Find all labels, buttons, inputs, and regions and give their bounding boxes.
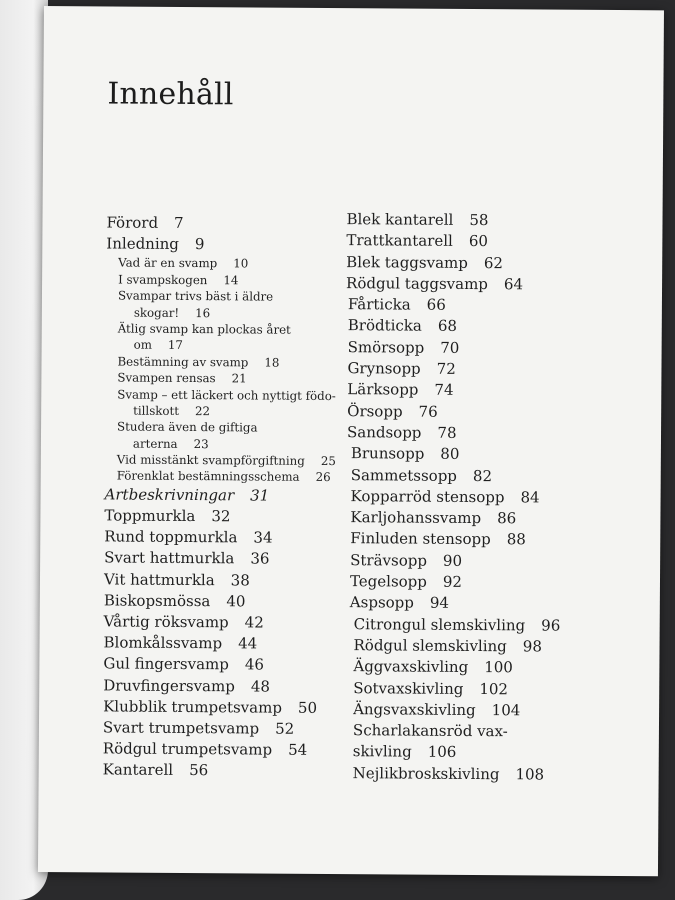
toc-entry [343, 635, 560, 658]
toc-entry-page: 108 [515, 765, 545, 784]
toc-entry [103, 633, 334, 656]
toc-entry [344, 592, 561, 615]
toc-entry-title: Svampar trivs bäst i äldre [117, 288, 274, 304]
toc-entry-title: Kantarell [102, 760, 174, 780]
toc-entry-title: tillskott [133, 403, 180, 418]
toc-entry-page: 17 [167, 338, 183, 353]
toc-entry-page: 84 [520, 488, 540, 507]
toc-entry-title: Scharlakansröd vax- [352, 721, 508, 741]
toc-entry [344, 614, 561, 637]
toc-entry-page: 36 [250, 549, 270, 568]
toc-entry-title: Blek kantarell [346, 210, 454, 229]
toc-entry-page: 56 [189, 761, 209, 780]
toc-entry-page: 100 [484, 658, 513, 677]
toc-entry-page: 98 [522, 637, 542, 656]
toc-entry-title: Rödgul taggsvamp [346, 274, 489, 293]
toc-entry-title: Svart trumpetsvamp [102, 718, 260, 738]
toc-entry [343, 656, 560, 679]
toc-entry-page: 9 [194, 235, 205, 254]
toc-entry-title: Finluden stensopp [350, 529, 491, 549]
toc-entry [106, 234, 337, 257]
toc-entry-page: 50 [297, 698, 318, 717]
toc-entry [346, 209, 563, 232]
toc-entry-page: 94 [429, 594, 450, 613]
toc-entry [103, 760, 334, 783]
toc-entry-page: 52 [275, 719, 295, 738]
toc-entry-title: Grynsopp [347, 359, 421, 378]
toc-entry [106, 271, 337, 289]
toc-entry-title: Tegelsopp [349, 572, 427, 591]
toc-entry [105, 468, 336, 486]
toc-entry-page: 70 [440, 338, 460, 357]
toc-entry [105, 451, 336, 469]
toc-entry-title: om [133, 337, 152, 353]
toc-entry [105, 484, 336, 507]
toc-entry [343, 699, 560, 722]
toc-entry-page: 25 [320, 454, 336, 469]
toc-entry [104, 548, 335, 571]
toc-entry [343, 720, 560, 743]
toc-entry [106, 337, 337, 355]
toc-entry-title: Förenklat bestämningsschema [116, 468, 300, 485]
toc-entry-title: Smörsopp [347, 337, 425, 357]
toc-entry-title: Blek taggsvamp [346, 252, 468, 272]
toc-entry [346, 273, 563, 296]
toc-entry-title: Citrongul slemskivling [353, 614, 526, 635]
toc-entry-title: Gul fingersvamp [103, 654, 229, 674]
toc-entry-title: Sammetssopp [350, 465, 457, 485]
toc-entry-title: Sotvaxskivling [353, 678, 464, 698]
toc-entry [344, 507, 561, 530]
toc-entry-page: 54 [288, 740, 308, 759]
toc-entry-title: skogar! [133, 305, 180, 320]
toc-entry-page: 106 [427, 743, 457, 762]
toc-entry-title: Brunsopp [350, 444, 425, 463]
toc-entry-page: 46 [244, 655, 265, 674]
toc-entry [103, 696, 334, 719]
page-title: Innehåll [107, 76, 234, 113]
toc-entry [106, 320, 337, 338]
toc-entry [105, 353, 336, 371]
toc-entry [104, 505, 335, 528]
toc-entry [344, 571, 561, 594]
toc-entry-page: 72 [436, 359, 456, 378]
toc-entry-page: 22 [194, 403, 211, 419]
toc-entry [103, 717, 334, 740]
toc-entry [343, 742, 560, 765]
toc-entry-title: Svamp – ett läckert och nyttigt födo- [117, 387, 336, 403]
toc-entry [106, 255, 337, 273]
toc-entry-page: 88 [506, 530, 526, 549]
toc-entry-page: 102 [479, 679, 509, 698]
toc-entry-title: Artbeskrivningar [104, 485, 235, 505]
toc-entry-title: Rödgul slemskivling [353, 636, 507, 656]
toc-entry [106, 304, 337, 322]
toc-entry-title: Studera även de giftiga [117, 419, 258, 435]
toc-entry-title: Inledning [106, 234, 179, 254]
toc-entry [104, 611, 335, 634]
toc-entry-page: 62 [483, 253, 504, 272]
toc-entry-page: 68 [437, 317, 458, 336]
toc-entry-title: Brödticka [347, 316, 422, 336]
toc-entry [345, 379, 562, 402]
toc-entry [105, 419, 336, 437]
toc-entry [345, 401, 562, 424]
toc-entry-page: 31 [250, 486, 270, 505]
toc-entry-page: 64 [503, 275, 524, 294]
toc-entry-title: Rund toppmurkla [104, 527, 238, 547]
toc-entry-title: Toppmurkla [104, 506, 196, 526]
toc-entry-page: 10 [233, 256, 249, 271]
toc-entry-title: skivling [352, 742, 412, 762]
toc-entry-page: 66 [426, 295, 446, 314]
toc-entry-page: 32 [211, 507, 231, 526]
toc-entry-title: Druvfingersvamp [103, 675, 235, 695]
toc-entry [105, 370, 336, 388]
toc-entry-page: 18 [264, 355, 280, 370]
toc-entry [345, 358, 562, 381]
toc-entry-title: Ätlig svamp kan plockas året [117, 321, 291, 337]
toc-entry-title: Förord [106, 213, 159, 232]
toc-entry-page: 34 [253, 528, 273, 547]
toc-entry [104, 527, 335, 550]
toc-entry-page: 104 [491, 700, 521, 720]
toc-entry-page: 38 [230, 570, 250, 590]
toc-entry [104, 569, 335, 592]
toc-entry-title: Nejlikbroskskivling [352, 763, 500, 783]
toc-entry-title: Vårtig röksvamp [103, 612, 229, 632]
toc-entry-title: Biskopsmössa [103, 591, 211, 610]
toc-entry [346, 294, 563, 317]
toc-entry-title: Klubblik trumpetsvamp [103, 697, 283, 717]
toc-entry-page: 78 [437, 423, 457, 442]
toc-entry [345, 443, 562, 466]
toc-entry [343, 763, 560, 786]
toc-entry-title: Ängsvaxskivling [353, 700, 476, 719]
toc-entry-page: 16 [195, 305, 211, 320]
toc-column-left [103, 212, 338, 782]
toc-entry-page: 86 [497, 509, 517, 528]
toc-entry-title: Bestämning av svamp [117, 354, 249, 370]
toc-entry-page: 90 [442, 551, 463, 570]
toc-entry [346, 337, 563, 360]
toc-entry [345, 465, 562, 488]
toc-entry-page: 80 [440, 445, 460, 464]
toc-entry [346, 230, 563, 253]
toc-entry-page: 92 [442, 572, 463, 591]
toc-entry [345, 486, 562, 509]
toc-entry [346, 316, 563, 339]
toc-entry [345, 422, 562, 445]
toc-entry [344, 529, 561, 552]
toc-entry-title: Vid misstänkt svampförgiftning [116, 452, 305, 468]
book-page [38, 6, 664, 876]
toc-entry [106, 212, 337, 235]
toc-entry-page: 74 [434, 381, 454, 400]
toc-entry-page: 7 [174, 213, 184, 232]
toc-entry-page: 21 [231, 371, 247, 386]
toc-entry-page: 14 [223, 273, 239, 288]
toc-column-right [343, 209, 564, 786]
toc-entry-page: 42 [244, 613, 264, 632]
toc-entry [105, 435, 336, 453]
toc-entry-page: 40 [226, 592, 246, 611]
toc-entry-page: 58 [469, 210, 489, 230]
toc-entry-title: Sandsopp [346, 423, 422, 442]
toc-entry-page: 96 [541, 616, 561, 635]
toc-entry-title: Blomkålssvamp [103, 633, 223, 653]
toc-entry [103, 739, 334, 762]
toc-entry-page: 76 [418, 402, 438, 421]
toc-entry [103, 675, 334, 698]
toc-entry-page: 48 [250, 676, 271, 696]
toc-entry-page: 60 [468, 232, 489, 251]
toc-entry-title: Äggvaxskivling [353, 657, 469, 677]
toc-entry [106, 288, 337, 306]
toc-entry-title: Rödgul trumpetsvamp [102, 739, 273, 759]
toc-entry-title: Svart hattmurkla [104, 548, 235, 568]
toc-entry [346, 252, 563, 275]
toc-entry-title: I svampskogen [118, 272, 208, 287]
toc-entry-title: Strävsopp [350, 550, 428, 570]
toc-entry-title: Örsopp [347, 401, 403, 421]
toc-entry-page: 23 [193, 436, 209, 451]
toc-entry [343, 678, 560, 701]
toc-entry-page: 26 [315, 470, 331, 485]
toc-entry [105, 386, 336, 404]
toc-entry-title: Vit hattmurkla [103, 570, 215, 589]
toc-entry-title: Aspsopp [349, 593, 414, 612]
toc-entry-page: 82 [472, 466, 493, 485]
toc-entry [344, 550, 561, 573]
toc-entry-title: Trattkantarell [346, 231, 453, 251]
toc-entry-title: Lärksopp [347, 380, 419, 399]
toc-entry-title: Karljohanssvamp [350, 508, 482, 528]
toc-entry [103, 654, 334, 677]
toc-entry [104, 590, 335, 613]
toc-entry-page: 44 [238, 634, 258, 653]
toc-entry-title: Vad är en svamp [118, 255, 218, 271]
toc-entry-title: Svampen rensas [117, 370, 216, 386]
toc-entry [105, 402, 336, 420]
toc-entry-title: Kopparröd stensopp [350, 487, 505, 507]
toc-entry-title: arterna [132, 436, 178, 451]
toc-entry-title: Fårticka [347, 295, 411, 314]
